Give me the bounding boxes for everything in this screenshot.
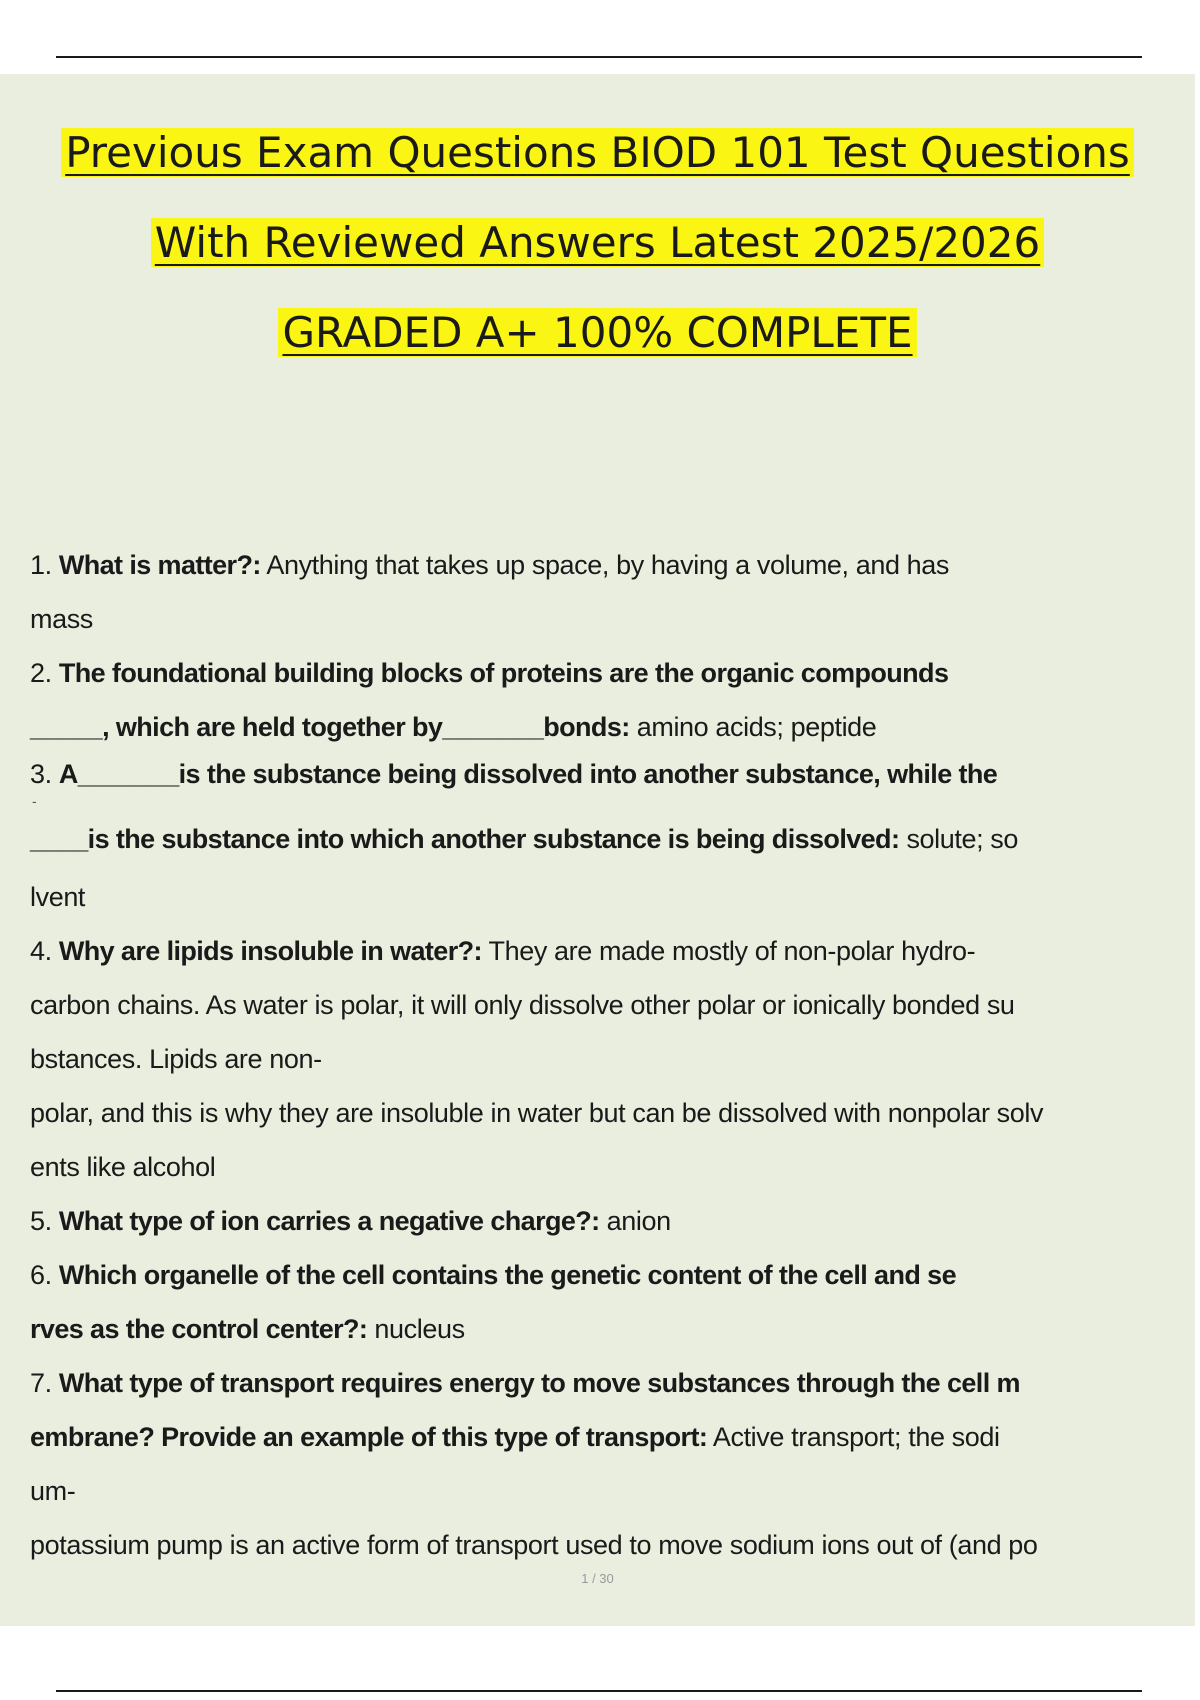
top-rule	[56, 56, 1142, 58]
answer-text: carbon chains. As water is polar, it will only dissolve other polar or ionically bonded su	[30, 990, 1015, 1020]
answer-text: solute; so	[899, 824, 1019, 854]
answer-line	[30, 1140, 1180, 1194]
title-line-2-text: With Reviewed Answers Latest 2025/2026	[151, 218, 1044, 267]
question-text: Why are lipids insoluble in water?:	[58, 936, 482, 966]
question-text: What is matter?:	[58, 550, 261, 580]
title-line-1-text: Previous Exam Questions BIOD 101 Test Questions	[61, 128, 1134, 177]
question-text: rves as the control center?:	[30, 1314, 368, 1344]
question-text: Which organelle of the cell contains the genetic content of the cell and se	[58, 1260, 956, 1290]
question-text: _____, which are held together by_______bonds:	[30, 712, 630, 742]
answer-text: polar, and this is why they are insoluble in water but can be dissolved with nonpolar solv	[30, 1098, 1044, 1128]
question-number: 4.	[30, 936, 59, 966]
title-line-1	[0, 108, 1195, 198]
question-text: What type of transport requires energy to move substances through the cell m	[58, 1368, 1020, 1398]
answer-text: They are made mostly of non-polar hydro-	[481, 936, 976, 966]
stray-mark	[30, 794, 1180, 808]
answer-line	[30, 870, 1180, 924]
answer-text: potassium pump is an active form of transport used to move sodium ions out of (and po	[30, 1530, 1038, 1560]
answer-text: Active transport; the sodi	[707, 1422, 1000, 1452]
question-line	[30, 700, 1180, 754]
answer-line	[30, 1032, 1180, 1086]
question-2	[30, 646, 1180, 700]
title-line-2	[0, 198, 1195, 288]
answer-text: ents like alcohol	[30, 1152, 216, 1182]
question-text: What type of ion carries a negative charge?:	[58, 1206, 600, 1236]
answer-text: nucleus	[367, 1314, 465, 1344]
question-5	[30, 1194, 1180, 1248]
answer-text: anion	[599, 1206, 671, 1236]
question-number: 6.	[30, 1260, 59, 1290]
answer-line	[30, 592, 1180, 646]
answer-text: mass	[30, 604, 93, 634]
question-list	[30, 538, 1180, 1572]
question-line	[30, 1410, 1180, 1464]
answer-text: lvent	[30, 882, 86, 912]
question-text: ____is the substance into which another substance is being dissolved:	[30, 824, 900, 854]
answer-text: bstances. Lipids are non-	[30, 1044, 322, 1074]
bottom-rule	[56, 1690, 1142, 1692]
question-7	[30, 1356, 1180, 1410]
answer-line	[30, 1464, 1180, 1518]
question-number: 2.	[30, 658, 59, 688]
question-number: 1.	[30, 550, 59, 580]
question-line	[30, 808, 1180, 870]
answer-line	[30, 1518, 1180, 1572]
question-4	[30, 924, 1180, 978]
question-number: 7.	[30, 1368, 59, 1398]
answer-text: amino acids; peptide	[629, 712, 877, 742]
question-3	[30, 754, 1180, 794]
question-number: 5.	[30, 1206, 59, 1236]
question-text: The foundational building blocks of proteins are the organic compounds	[58, 658, 949, 688]
stray-mark-text: -	[32, 793, 37, 809]
answer-text: Anything that takes up space, by having a volume, and has	[260, 550, 950, 580]
question-1	[30, 538, 1180, 592]
question-6	[30, 1248, 1180, 1302]
answer-line	[30, 1086, 1180, 1140]
question-text: A_______is the substance being dissolved into another substance, while the	[58, 759, 998, 789]
title-line-3	[0, 288, 1195, 378]
page-number: 1 / 30	[581, 1571, 614, 1586]
title-line-3-text: GRADED A+ 100% COMPLETE	[278, 308, 916, 357]
question-text: embrane? Provide an example of this type of transport:	[30, 1422, 708, 1452]
document-title	[0, 108, 1195, 378]
answer-text: um-	[30, 1476, 76, 1506]
answer-line	[30, 978, 1180, 1032]
question-number: 3.	[30, 759, 59, 789]
question-line	[30, 1302, 1180, 1356]
